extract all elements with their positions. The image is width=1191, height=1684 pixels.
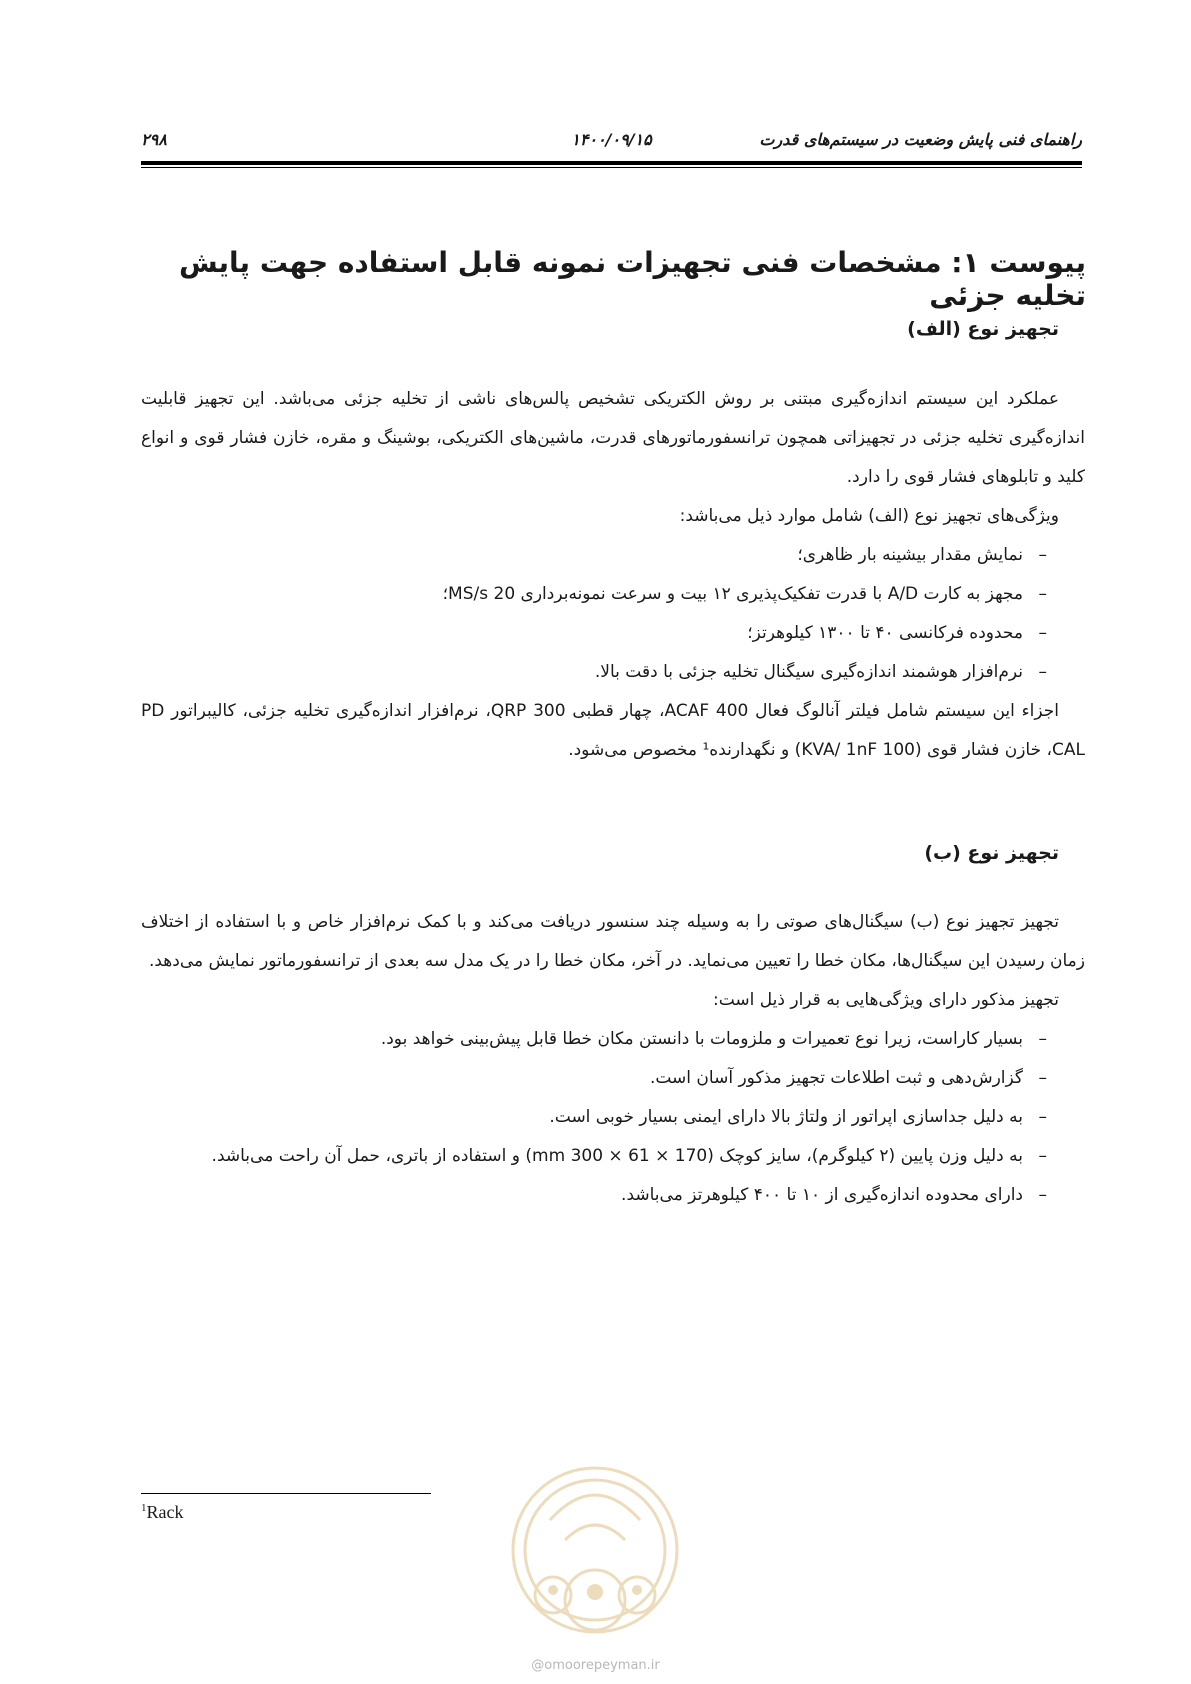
header-title: راهنمای فنی پایش وضعیت در سیستم‌های قدرت: [759, 130, 1082, 149]
watermark-seal-logo: [505, 1450, 685, 1650]
header-rule-thick: [141, 161, 1082, 165]
section-b-body: [141, 903, 1085, 1215]
footnote-separator: [141, 1493, 431, 1494]
section-b-paragraph: تجهیز تجهیز نوع (ب) سیگنال‌های صوتی را به وسیله چند سنسور دریافت می‌کند و با کمک نرم‌افزار خاص و با استفاده از اختلاف زمان رسیدن این سیگنال‌ها، مکان خطا را تعیین می‌نماید. در آخر، مکان خطا را در یک مدل سه بعدی از ترانسفورماتور نمایش می‌دهد.: [141, 912, 1085, 971]
list-item: – نرم‌افزار هوشمند اندازه‌گیری سیگنال تخلیه جزئی با دقت بالا.: [594, 662, 1047, 682]
list-item-text: دارای محدوده اندازه‌گیری از ۱۰ تا ۴۰۰ کیلوهرتز می‌باشد.: [621, 1185, 1023, 1205]
header-rule-thin: [141, 167, 1082, 168]
list-item: – گزارش‌دهی و ثبت اطلاعات تجهیز مذکور آسان است.: [649, 1068, 1047, 1088]
list-item: – به دلیل وزن پایین (۲ کیلوگرم)، سایز کوچک (170 × 61 × 300 mm) و استفاده از باتری، حمل آن راحت می‌باشد.: [211, 1146, 1047, 1166]
section-a-heading: تجهیز نوع (الف): [907, 318, 1059, 340]
list-item-text: نرم‌افزار هوشمند اندازه‌گیری سیگنال تخلیه جزئی با دقت بالا.: [594, 662, 1023, 682]
section-b-heading: تجهیز نوع (ب): [924, 842, 1059, 864]
footnote-text: Rack: [146, 1502, 184, 1522]
list-item-text: به دلیل جداسازی اپراتور از ولتاژ بالا دارای ایمنی بسیار خوبی است.: [549, 1107, 1023, 1127]
list-item-text: به دلیل وزن پایین (۲ کیلوگرم)، سایز کوچک (170 × 61 × 300 mm) و استفاده از باتری، حمل آن راحت می‌باشد.: [211, 1146, 1023, 1166]
appendix-title: پیوست ۱: مشخصات فنی تجهیزات نمونه قابل استفاده جهت پایش تخلیه جزئی: [178, 246, 1086, 312]
list-item-text: مجهز به کارت A/D با قدرت تفکیک‌پذیری ۱۲ بیت و سرعت نمونه‌برداری 20 MS/s؛: [442, 584, 1023, 604]
footnote: [141, 1502, 183, 1523]
list-item-text: نمایش مقدار بیشینه بار ظاهری؛: [797, 545, 1023, 565]
list-item-text: گزارش‌دهی و ثبت اطلاعات تجهیز مذکور آسان است.: [649, 1068, 1023, 1088]
watermark-site: @omoorepeyman.ir: [531, 1658, 660, 1673]
running-header: [141, 126, 1082, 162]
list-item: – نمایش مقدار بیشینه بار ظاهری؛: [797, 545, 1047, 565]
section-b-features-intro: تجهیز مذکور دارای ویژگی‌هایی به قرار ذیل است:: [712, 990, 1059, 1010]
section-b-feature-list: [141, 1020, 1085, 1215]
header-date: ۱۴۰۰/۰۹/۱۵: [571, 130, 652, 149]
list-item: – به دلیل جداسازی اپراتور از ولتاژ بالا دارای ایمنی بسیار خوبی است.: [549, 1107, 1047, 1127]
list-item-text: محدوده فرکانسی ۴۰ تا ۱۳۰۰ کیلوهرتز؛: [747, 623, 1023, 643]
list-item: – دارای محدوده اندازه‌گیری از ۱۰ تا ۴۰۰ کیلوهرتز می‌باشد.: [621, 1185, 1047, 1205]
section-a-feature-list: [141, 536, 1085, 692]
section-a-components-paragraph: اجزاء این سیستم شامل فیلتر آنالوگ فعال ACAF 400، چهار قطبی QRP 300، نرم‌افزار اندازه‌گیری تخلیه جزئی، کالیبراتور PD CAL، خازن فشار قوی (100 KVA/ 1nF) و نگهدارنده¹ مخصوص می‌شود.: [141, 701, 1085, 760]
list-item: – بسیار کاراست، زیرا نوع تعمیرات و ملزومات با دانستن مکان خطا قابل پیش‌بینی خواهد بود.: [380, 1029, 1047, 1049]
list-item: – مجهز به کارت A/D با قدرت تفکیک‌پذیری ۱۲ بیت و سرعت نمونه‌برداری 20 MS/s؛: [442, 584, 1047, 604]
list-item: – محدوده فرکانسی ۴۰ تا ۱۳۰۰ کیلوهرتز؛: [747, 623, 1047, 643]
section-a-features-intro: ویژگی‌های تجهیز نوع (الف) شامل موارد ذیل می‌باشد:: [679, 506, 1059, 526]
footnote-mark: 1: [141, 1502, 147, 1514]
section-a-body: [141, 380, 1085, 770]
page-number: ۲۹۸: [141, 130, 167, 149]
list-item-text: بسیار کاراست، زیرا نوع تعمیرات و ملزومات با دانستن مکان خطا قابل پیش‌بینی خواهد بود.: [380, 1029, 1023, 1049]
section-a-paragraph: عملکرد این سیستم اندازه‌گیری مبتنی بر روش الکتریکی تشخیص پالس‌های ناشی از تخلیه جزئی می‌باشد. این تجهیز قابلیت اندازه‌گیری تخلیه جزئی در تجهیزاتی همچون ترانسفورماتورهای قدرت، ماشین‌های الکتریکی، بوشینگ و مقره، خازن فشار قوی و انواع کلید و تابلوهای فشار قوی را دارد.: [141, 389, 1085, 487]
